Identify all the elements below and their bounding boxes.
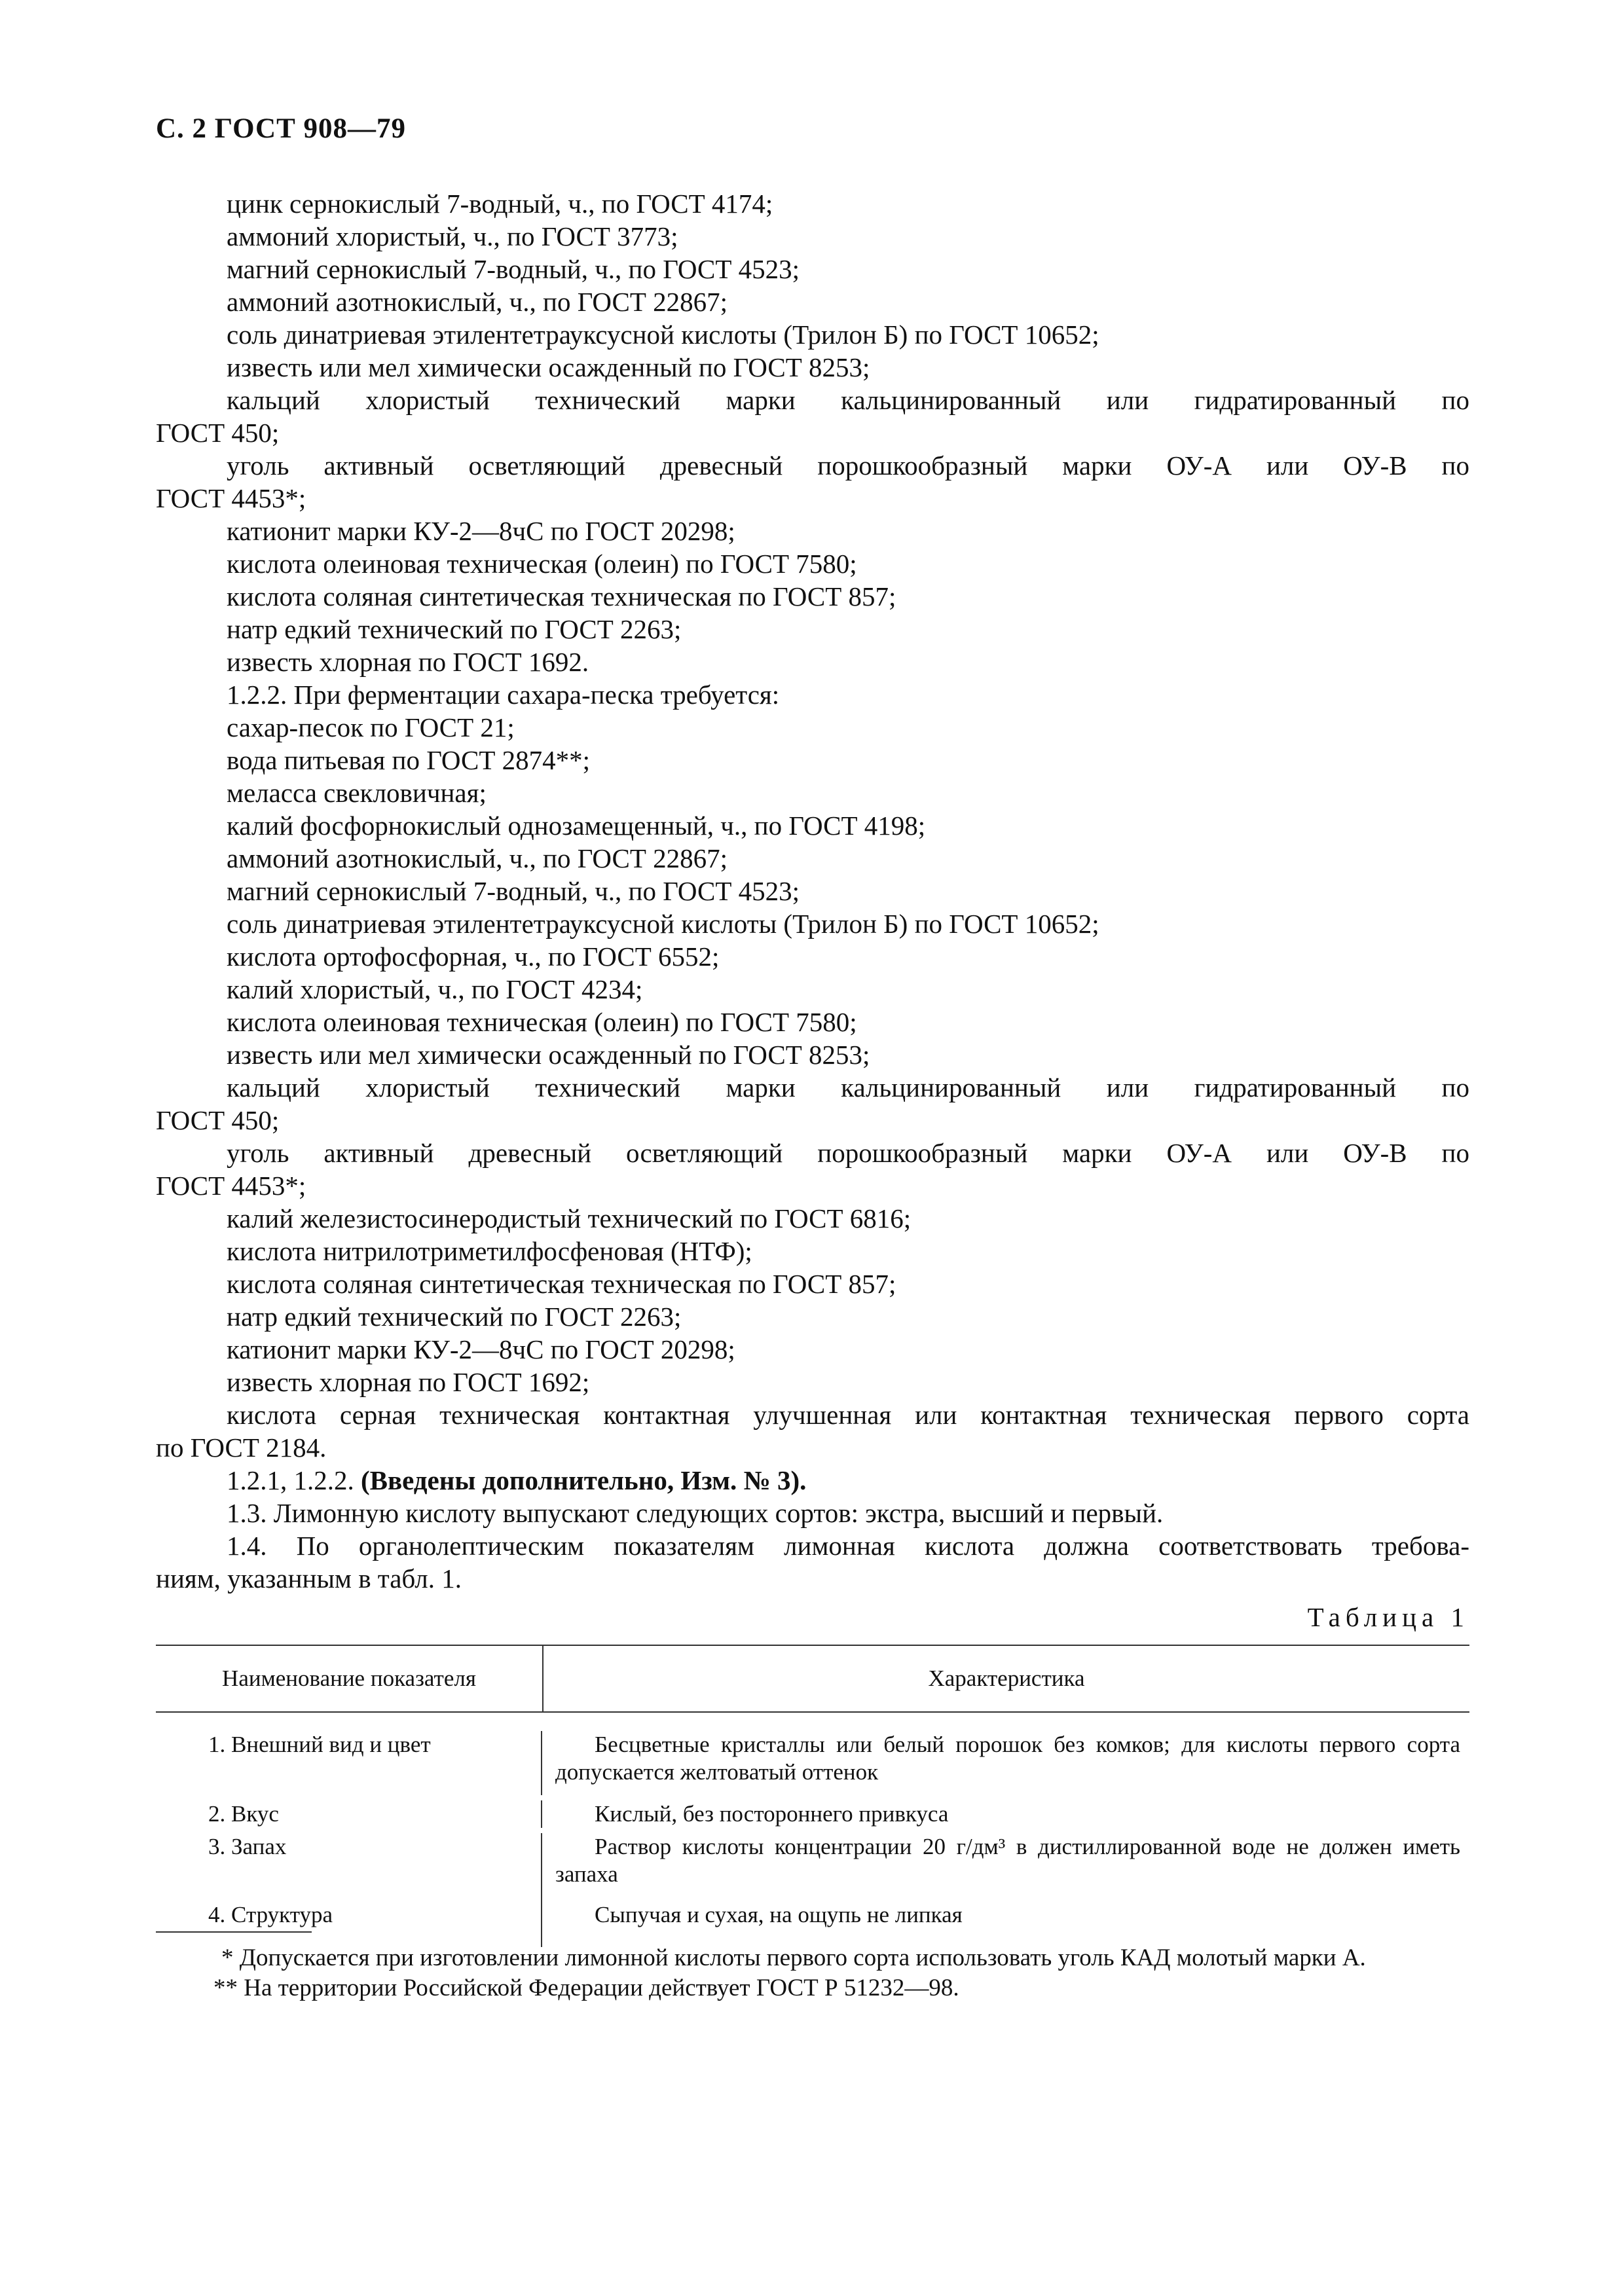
document-body (156, 187, 1469, 1595)
column-header-indicator: Наименование показателя (156, 1646, 544, 1711)
list-item: кислота серная техническая контактная улучшенная или контактная техническая первого сорта (227, 1400, 1469, 1430)
list-item: калий хлористый, ч., по ГОСТ 4234; (227, 974, 643, 1004)
footnote-divider (156, 1931, 312, 1933)
amendment-note (156, 1464, 1469, 1497)
list-item: катионит марки КУ-2—8чС по ГОСТ 20298; (227, 516, 735, 546)
list-item: кислота нитрилотриметилфосфеновая (НТФ); (227, 1236, 752, 1266)
table-row (156, 1833, 1469, 1901)
list-item: соль динатриевая этилентетрауксусной кислоты (Трилон Б) по ГОСТ 10652; (227, 909, 1099, 939)
list-item: кислота ортофосфорная, ч., по ГОСТ 6552; (227, 941, 720, 972)
list-item: кальций хлористый технический марки кальцинированный или гидратированный по (227, 385, 1469, 415)
page-header: С. 2 ГОСТ 908—79 (156, 113, 407, 144)
characteristic-cell: Сыпучая и сухая, на ощупь не липкая (595, 1902, 963, 1927)
table-header (156, 1645, 1469, 1713)
list-item: аммоний хлористый, ч., по ГОСТ 3773; (227, 221, 678, 251)
list-item: уголь активный древесный осветляющий порошкообразный марки ОУ-А или ОУ-В по (227, 1138, 1469, 1168)
list-item: известь хлорная по ГОСТ 1692. (227, 647, 589, 677)
list-item: кислота соляная синтетическая техническая по ГОСТ 857; (227, 581, 896, 611)
list-item: соль динатриевая этилентетрауксусной кислоты (Трилон Б) по ГОСТ 10652; (227, 319, 1099, 350)
list-item: известь или мел химически осажденный по ГОСТ 8253; (227, 352, 870, 382)
list-item: кальций хлористый технический марки кальцинированный или гидратированный по (227, 1072, 1469, 1102)
list-item: натр едкий технический по ГОСТ 2263; (227, 614, 682, 644)
list-item-continuation: по ГОСТ 2184. (156, 1432, 327, 1463)
footnote: ** На территории Российской Федерации действует ГОСТ Р 51232—98. (213, 1975, 959, 2001)
list-item: вода питьевая по ГОСТ 2874**; (227, 745, 591, 775)
list-item: кислота олеиновая техническая (олеин) по ГОСТ 7580; (227, 1007, 857, 1037)
list-item: калий железистосинеродистый технический по ГОСТ 6816; (227, 1203, 912, 1233)
table-body (156, 1713, 1469, 1947)
section-heading: 1.2.2. При ферментации сахара-песка требуется: (227, 680, 780, 710)
list-item: кислота соляная синтетическая техническая по ГОСТ 857; (227, 1269, 896, 1299)
table-1 (156, 1645, 1469, 1947)
list-item: калий фосфорнокислый однозамещенный, ч., по ГОСТ 4198; (227, 811, 926, 841)
indicator-cell: 1. Внешний вид и цвет (156, 1731, 542, 1795)
indicator-cell: 2. Вкус (156, 1800, 542, 1828)
table-row (156, 1713, 1469, 1795)
list-item: цинк сернокислый 7-водный, ч., по ГОСТ 4174; (227, 189, 773, 219)
list-item: катионит марки КУ-2—8чС по ГОСТ 20298; (227, 1334, 735, 1364)
amendment-prefix: 1.2.1, 1.2.2. (227, 1465, 361, 1495)
table-row (156, 1901, 1469, 1947)
list-item: магний сернокислый 7-водный, ч., по ГОСТ 4523; (227, 254, 800, 284)
list-item: натр едкий технический по ГОСТ 2263; (227, 1302, 682, 1332)
characteristic-cell: Кислый, без постороннего привкуса (595, 1801, 949, 1827)
list-item: аммоний азотнокислый, ч., по ГОСТ 22867; (227, 287, 728, 317)
table-row (156, 1795, 1469, 1833)
footnote: * Допускается при изготовлении лимонной кислоты первого сорта использовать уголь КАД молотый марки А. (221, 1944, 1366, 1971)
indicator-cell: 4. Структура (156, 1901, 542, 1947)
list-item-continuation: ГОСТ 450; (156, 418, 280, 448)
list-item: известь или мел химически осажденный по ГОСТ 8253; (227, 1040, 870, 1070)
paragraph-1-3: 1.3. Лимонную кислоту выпускают следующих сортов: экстра, высший и первый. (227, 1498, 1164, 1528)
footnotes (156, 1943, 1469, 2003)
list-item-continuation: ГОСТ 4453*; (156, 1171, 306, 1201)
amendment-text: (Введены дополнительно, Изм. № 3). (361, 1465, 807, 1495)
list-item: аммоний азотнокислый, ч., по ГОСТ 22867; (227, 843, 728, 873)
characteristic-cell: Бесцветные кристаллы или белый порошок без комков; для кислоты первого сорта допускается желтоватый оттенок (555, 1732, 1460, 1785)
list-item: меласса свекловичная; (227, 778, 487, 808)
indicator-cell: 3. Запах (156, 1833, 542, 1901)
paragraph-1-4: 1.4. По органолептическим показателям лимонная кислота должна соответствовать требова- (227, 1531, 1469, 1561)
list-item-continuation: ГОСТ 4453*; (156, 483, 306, 513)
list-item: известь хлорная по ГОСТ 1692; (227, 1367, 590, 1397)
paragraph-1-4-continuation: ниям, указанным в табл. 1. (156, 1563, 462, 1594)
list-item-continuation: ГОСТ 450; (156, 1105, 280, 1135)
list-item: кислота олеиновая техническая (олеин) по ГОСТ 7580; (227, 549, 857, 579)
table-caption: Таблица 1 (1307, 1602, 1469, 1632)
column-header-characteristic: Характеристика (928, 1666, 1085, 1691)
list-item: уголь активный осветляющий древесный порошкообразный марки ОУ-А или ОУ-В по (227, 450, 1469, 481)
list-item: сахар-песок по ГОСТ 21; (227, 712, 515, 742)
characteristic-cell: Раствор кислоты концентрации 20 г/дм³ в дистиллированной воде не должен иметь запаха (555, 1834, 1460, 1887)
list-item: магний сернокислый 7-водный, ч., по ГОСТ 4523; (227, 876, 800, 906)
